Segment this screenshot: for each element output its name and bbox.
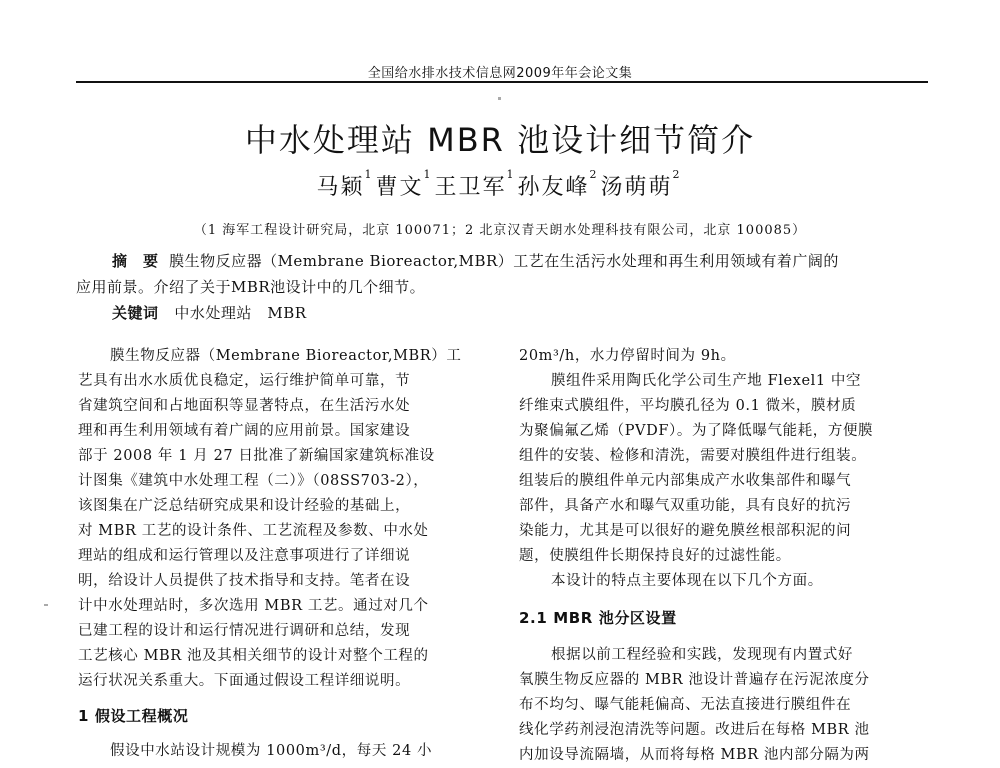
body-line: 部件，具备产水和曝气双重功能，具有良好的抗污 <box>519 498 852 514</box>
section-heading: 1 假设工程概况 <box>78 707 189 725</box>
body-line: 对 MBR 工艺的设计条件、工艺流程及参数、中水处 <box>78 523 429 539</box>
author-affil-mark: 1 <box>364 168 374 181</box>
body-line: 已建工程的设计和运行情况进行调研和总结，发现 <box>78 623 411 639</box>
body-line: 内加设导流隔墙，从而将每格 MBR 池内部分隔为两 <box>519 747 870 763</box>
keywords-value: 中水处理站 MBR <box>174 304 307 322</box>
body-line: 纤维束式膜组件，平均膜孔径为 0.1 微米，膜材质 <box>519 398 857 414</box>
body-line: 染能力，尤其是可以很好的避免膜丝根部积泥的问 <box>519 523 852 539</box>
abstract-line-2: 应用前景。介绍了关于MBR池设计中的几个细节。 <box>76 278 426 296</box>
body-line: 组装后的膜组件单元内部集成产水收集部件和曝气 <box>519 473 852 489</box>
body-line: 艺具有出水水质优良稳定，运行维护简单可靠，节 <box>78 373 411 389</box>
scan-speck <box>44 604 48 606</box>
abstract-line-1 <box>112 250 839 271</box>
author-name: 马颖 <box>316 175 365 200</box>
body-line: 膜组件采用陶氏化学公司生产地 Flexel1 中空 <box>551 373 862 389</box>
author-affil-mark: 1 <box>506 168 516 181</box>
author-name: 王卫军 <box>434 175 507 200</box>
body-line: 假设中水站设计规模为 1000m³/d，每天 24 小 <box>110 743 433 759</box>
body-line: 部于 2008 年 1 月 27 日批准了新编国家建筑标准设 <box>78 448 435 464</box>
body-line: 省建筑空间和占地面积等显著特点，在生活污水处 <box>78 398 411 414</box>
affiliation: （1 海军工程设计研究局，北京 100071；2 北京汉青天朗水处理科技有限公司，北京 100085） <box>193 223 807 238</box>
body-line: 该图集在广泛总结研究成果和设计经验的基础上， <box>78 498 411 514</box>
subsection-heading: 2.1 MBR 池分区设置 <box>519 609 677 627</box>
author-name: 曹文 <box>375 175 424 200</box>
body-line: 膜生物反应器（Membrane Bioreactor,MBR）工 <box>110 348 462 364</box>
body-line: 氧膜生物反应器的 MBR 池设计普遍存在污泥浓度分 <box>519 672 870 688</box>
body-line: 计图集《建筑中水处理工程（二）》（08SS703-2）， <box>78 473 429 489</box>
body-line: 运行状况关系重大。下面通过假设工程详细说明。 <box>78 673 411 689</box>
abstract-label: 摘 要 <box>112 252 159 270</box>
body-line: 题，使膜组件长期保持良好的过滤性能。 <box>519 548 791 564</box>
body-column-right <box>519 344 929 768</box>
author-name: 孙友峰 <box>517 175 590 200</box>
body-line: 20m³/h，水力停留时间为 9h。 <box>519 348 736 364</box>
body-column-left <box>78 344 486 764</box>
body-line: 线化学药剂浸泡清洗等问题。改进后在每格 MBR 池 <box>519 722 870 738</box>
author-affil-mark: 2 <box>589 168 599 181</box>
author-name: 汤萌萌 <box>600 175 673 200</box>
body-line: 理和再生利用领域有着广阔的应用前景。国家建设 <box>78 423 411 439</box>
abstract-text: 膜生物反应器（Membrane Bioreactor,MBR）工艺在生活污水处理和再生利用领域有着广阔的 <box>169 252 839 270</box>
author-affil-mark: 1 <box>423 168 433 181</box>
body-line: 组件的安装、检修和清洗，需要对膜组件进行组装。 <box>519 448 867 464</box>
body-line: 为聚偏氟乙烯（PVDF）。为了降低曝气能耗，方便膜 <box>519 423 874 439</box>
body-line: 计中水处理站时，多次选用 MBR 工艺。通过对几个 <box>78 598 429 614</box>
body-line: 理站的组成和运行管理以及注意事项进行了详细说 <box>78 548 411 564</box>
paper-title: 中水处理站 MBR 池设计细节简介 <box>244 121 756 159</box>
body-line: 本设计的特点主要体现在以下几个方面。 <box>551 573 823 589</box>
body-line: 布不均匀、曝气能耗偏高、无法直接进行膜组件在 <box>519 697 852 713</box>
header-rule <box>76 81 928 83</box>
author-affil-mark: 2 <box>672 168 682 181</box>
body-line: 工艺核心 MBR 池及其相关细节的设计对整个工程的 <box>78 648 429 664</box>
running-header: 全国给水排水技术信息网2009年年会论文集 <box>367 66 633 81</box>
keywords-label: 关键词 <box>112 304 159 322</box>
body-line: 根据以前工程经验和实践，发现现有内置式好 <box>551 647 853 663</box>
scan-speck <box>498 97 501 100</box>
keywords <box>112 302 307 323</box>
body-line: 明，给设计人员提供了技术指导和支持。笔者在设 <box>78 573 411 589</box>
author-list <box>0 170 1000 201</box>
